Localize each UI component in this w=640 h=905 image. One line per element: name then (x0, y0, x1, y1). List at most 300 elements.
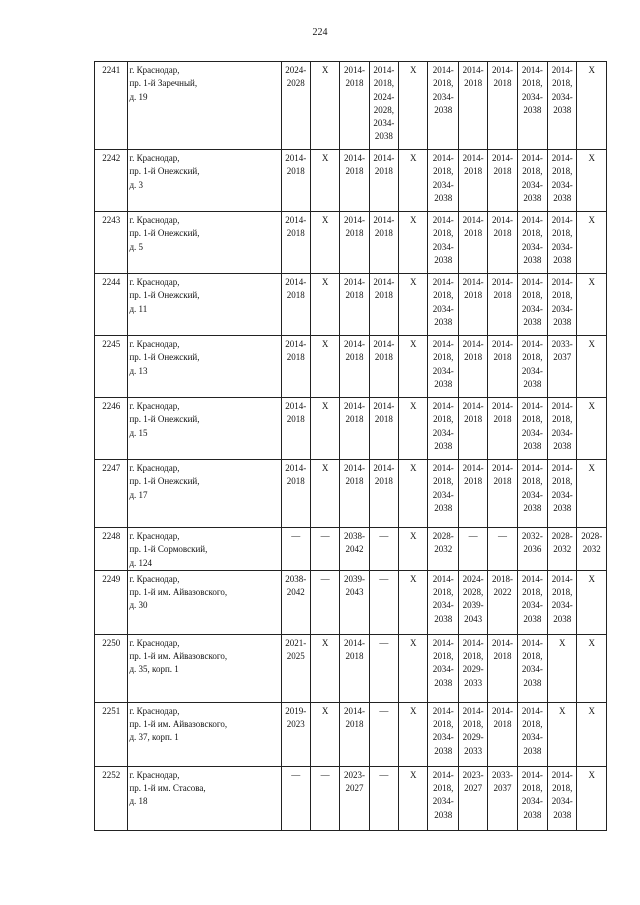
period-cell (517, 766, 547, 830)
period-cell (548, 528, 577, 571)
period-value: 2018 (345, 414, 364, 425)
period-cell (517, 336, 547, 398)
period-value: 2014- (462, 339, 484, 349)
period-cell (488, 528, 517, 571)
period-cell (399, 570, 428, 634)
table-row (95, 398, 607, 460)
period-value: 2014- (432, 573, 454, 584)
period-value: 2034- (373, 118, 395, 129)
period-value: 2018, (433, 166, 454, 177)
period-value: 2038 (553, 316, 572, 327)
period-cell (340, 212, 369, 274)
period-value: Х (588, 339, 595, 349)
period-value: 2038 (434, 378, 453, 389)
address-line: пр. 1-й Онежский, (129, 166, 200, 177)
row-number: 2249 (95, 570, 128, 634)
period-value: 2038 (434, 809, 453, 820)
period-cell (458, 274, 487, 336)
period-value: 2029- (462, 732, 484, 743)
period-cell (428, 766, 458, 830)
period-value: Х (410, 215, 417, 225)
period-value: 2034- (432, 427, 454, 438)
period-cell (458, 634, 487, 702)
period-value: 2018 (345, 651, 364, 662)
period-cell (458, 150, 487, 212)
period-value: 2038 (523, 502, 542, 513)
period-value: 2018 (493, 290, 512, 301)
period-value: Х (410, 573, 417, 584)
period-cell (340, 528, 369, 571)
period-value: 2014- (344, 277, 365, 287)
period-cell (577, 212, 607, 274)
period-value: Х (588, 215, 595, 225)
address-line: д. 35, корп. 1 (129, 664, 179, 675)
period-value: Х (410, 401, 417, 411)
period-value: 2025 (286, 651, 305, 662)
period-value: 2014- (491, 637, 513, 648)
address-line: д. 124 (129, 557, 153, 568)
period-value: 2036 (523, 544, 542, 555)
period-value: 2034- (432, 241, 454, 252)
address-cell (128, 570, 281, 634)
housing-repair-schedule-table (94, 61, 607, 831)
period-cell (577, 274, 607, 336)
period-value: — (468, 531, 478, 541)
period-value: 2014- (462, 153, 484, 163)
period-value: 2014- (285, 401, 307, 411)
period-value: Х (321, 401, 329, 411)
period-value: 2014- (491, 705, 513, 716)
period-value: 2018 (493, 651, 512, 662)
address-line: г. Краснодар, (129, 153, 180, 163)
table-row (95, 528, 607, 571)
period-value: 2014- (551, 215, 573, 225)
period-cell (458, 212, 487, 274)
period-cell (458, 570, 487, 634)
period-value: 2038 (434, 254, 453, 265)
period-value: 2014- (521, 215, 543, 225)
period-value: Х (321, 637, 329, 648)
period-cell (488, 634, 517, 702)
address-cell (128, 274, 281, 336)
address-line: д. 13 (129, 365, 148, 376)
period-cell (458, 460, 487, 528)
row-number: 2242 (95, 150, 128, 212)
period-value: Х (559, 637, 566, 648)
period-value: 2034- (521, 303, 543, 314)
period-value: 2038 (434, 613, 453, 624)
period-value: 2018, (433, 719, 454, 730)
period-cell (281, 398, 310, 460)
period-value: — (291, 769, 301, 780)
period-value: Х (410, 637, 417, 648)
address-line: д. 3 (129, 179, 144, 190)
period-value: Х (588, 463, 595, 473)
period-value: 2014- (373, 153, 395, 163)
period-cell (369, 702, 398, 766)
period-value: 2018 (374, 290, 393, 301)
period-value: Х (321, 215, 329, 225)
period-value: 2034- (521, 91, 543, 102)
address-line: г. Краснодар, (129, 637, 180, 648)
period-value: Х (321, 65, 329, 75)
period-cell (281, 528, 310, 571)
period-cell (310, 766, 339, 830)
period-cell (399, 62, 428, 150)
period-value: 2023- (344, 769, 365, 780)
address-line: пр. 1-й им. Стасова, (129, 783, 206, 794)
period-cell (548, 570, 577, 634)
period-value: 2018 (374, 228, 393, 239)
period-cell (517, 702, 547, 766)
period-value: 2034- (432, 600, 454, 611)
period-cell (310, 702, 339, 766)
period-cell (458, 336, 487, 398)
period-value: 2038 (523, 809, 542, 820)
period-value: 2014- (521, 339, 543, 349)
period-value: 2034- (432, 303, 454, 314)
period-value: 2018 (286, 414, 305, 425)
period-value: 2014- (462, 401, 484, 411)
address-line: пр. 1-й им. Айвазовского, (129, 587, 228, 598)
period-cell (488, 336, 517, 398)
period-value: 2028- (551, 531, 573, 541)
period-cell (458, 62, 487, 150)
period-value: 2018 (493, 352, 512, 363)
period-value: 2014- (462, 65, 484, 75)
period-cell (577, 150, 607, 212)
period-value: Х (410, 277, 417, 287)
address-cell (128, 634, 281, 702)
period-value: 2034- (551, 241, 573, 252)
period-value: 2014- (373, 401, 395, 411)
period-value: 2038- (285, 573, 307, 584)
period-value: 2018, (462, 651, 484, 662)
period-value: Х (410, 65, 417, 75)
period-cell (548, 460, 577, 528)
period-cell (488, 62, 517, 150)
period-value: 2014- (285, 339, 307, 349)
period-value: 2018 (374, 476, 393, 487)
period-value: 2034- (521, 732, 543, 743)
period-value: 2034- (551, 796, 573, 807)
period-value: 2014- (432, 705, 454, 716)
period-value: 2028- (432, 531, 454, 541)
period-value: Х (588, 573, 595, 584)
address-line: д. 5 (129, 241, 144, 252)
period-value: 2034- (521, 179, 543, 190)
period-value: 2034- (521, 664, 543, 675)
period-cell (488, 702, 517, 766)
period-value: Х (410, 153, 417, 163)
period-cell (548, 702, 577, 766)
table-row (95, 460, 607, 528)
period-value: 2037 (493, 783, 512, 794)
period-value: Х (588, 65, 595, 75)
period-value: 2018, (433, 651, 454, 662)
address-line: пр. 1-й им. Айвазовского, (129, 651, 228, 662)
period-value: 2043 (464, 613, 483, 624)
row-number: 2243 (95, 212, 128, 274)
period-cell (369, 570, 398, 634)
row-number: 2252 (95, 766, 128, 830)
period-value: 2014- (373, 215, 395, 225)
table-row (95, 150, 607, 212)
period-value: 2038 (523, 192, 542, 203)
period-value: 2014- (551, 573, 573, 584)
period-value: 2014- (432, 463, 454, 473)
period-value: 2018 (345, 228, 364, 239)
period-value: 2018 (464, 414, 483, 425)
period-cell (517, 212, 547, 274)
period-value: 2034- (521, 365, 543, 376)
address-line: д. 18 (129, 796, 148, 807)
period-value: 2034- (521, 241, 543, 252)
period-value: 2021- (285, 637, 307, 648)
period-value: 2038 (523, 316, 542, 327)
period-value: Х (410, 339, 417, 349)
period-value: 2034- (521, 600, 543, 611)
period-value: 2014- (344, 401, 365, 411)
period-value: 2037 (553, 352, 572, 363)
period-cell (548, 62, 577, 150)
period-cell (428, 702, 458, 766)
period-cell (310, 62, 339, 150)
period-value: Х (588, 769, 595, 780)
period-value: 2014- (462, 705, 484, 716)
address-line: г. Краснодар, (129, 65, 180, 75)
period-value: 2014- (491, 65, 513, 75)
period-cell (517, 150, 547, 212)
period-value: 2018 (286, 290, 305, 301)
address-cell (128, 212, 281, 274)
period-value: 2038 (523, 254, 542, 265)
period-cell (340, 398, 369, 460)
period-value: 2038 (434, 677, 453, 688)
period-value: 2028- (581, 531, 603, 541)
row-number: 2250 (95, 634, 128, 702)
period-value: 2024- (462, 573, 484, 584)
period-value: 2028, (462, 587, 484, 598)
period-value: 2018, (552, 228, 573, 239)
period-cell (548, 274, 577, 336)
period-value: 2034- (432, 732, 454, 743)
period-cell (399, 336, 428, 398)
period-value: 2034- (432, 365, 454, 376)
period-value: 2038 (553, 104, 572, 115)
period-value: 2034- (432, 91, 454, 102)
period-value: 2018, (522, 651, 543, 662)
address-line: пр. 1-й Заречный, (129, 78, 198, 89)
address-line: д. 19 (129, 91, 148, 102)
address-line: г. Краснодар, (129, 401, 180, 411)
period-value: 2039- (462, 600, 484, 611)
period-value: 2038 (523, 378, 542, 389)
period-value: 2018, (552, 476, 573, 487)
table-row (95, 212, 607, 274)
period-cell (458, 766, 487, 830)
period-cell (369, 212, 398, 274)
period-value: 2014- (344, 215, 365, 225)
period-value: 2018 (493, 228, 512, 239)
period-cell (517, 398, 547, 460)
period-cell (281, 570, 310, 634)
period-value: 2018 (345, 166, 364, 177)
period-value: 2018 (464, 476, 483, 487)
period-cell (488, 150, 517, 212)
period-value: 2014- (432, 637, 454, 648)
period-cell (428, 336, 458, 398)
period-cell (488, 766, 517, 830)
period-cell (577, 702, 607, 766)
period-value: 2014- (285, 463, 307, 473)
period-cell (428, 460, 458, 528)
period-value: 2014- (432, 339, 454, 349)
period-cell (369, 274, 398, 336)
period-value: 2018 (464, 166, 483, 177)
period-value: 2034- (551, 489, 573, 500)
period-value: 2018, (433, 290, 454, 301)
period-value: 2018 (493, 166, 512, 177)
period-value: Х (321, 705, 329, 716)
period-value: 2018 (464, 352, 483, 363)
period-value: — (379, 531, 389, 541)
period-value: 2018 (345, 476, 364, 487)
period-value: 2014- (462, 277, 484, 287)
period-value: 2018 (493, 719, 512, 730)
period-value: 2034- (551, 179, 573, 190)
period-value: 2018 (286, 352, 305, 363)
period-value: 2018, (373, 78, 395, 89)
period-cell (577, 634, 607, 702)
period-value: Х (410, 531, 417, 541)
period-cell (369, 634, 398, 702)
period-value: 2014- (491, 277, 513, 287)
period-value: 2018, (522, 290, 543, 301)
address-line: д. 15 (129, 427, 148, 438)
address-line: г. Краснодар, (129, 339, 180, 349)
address-cell (128, 336, 281, 398)
period-cell (340, 570, 369, 634)
period-value: 2022 (493, 587, 512, 598)
period-value: 2018 (286, 476, 305, 487)
period-cell (369, 766, 398, 830)
period-value: 2014- (521, 573, 543, 584)
period-value: 2018, (433, 783, 454, 794)
period-cell (428, 62, 458, 150)
period-value: 2014- (462, 637, 484, 648)
period-cell (548, 212, 577, 274)
period-cell (577, 62, 607, 150)
period-value: Х (559, 705, 566, 716)
table-row (95, 62, 607, 150)
period-value: 2018 (493, 476, 512, 487)
period-cell (458, 702, 487, 766)
period-cell (310, 336, 339, 398)
period-cell (340, 634, 369, 702)
address-line: г. Краснодар, (129, 463, 180, 473)
period-value: 2018, (522, 476, 543, 487)
period-value: 2034- (551, 303, 573, 314)
period-value: 2038 (434, 192, 453, 203)
period-cell (428, 634, 458, 702)
period-value: 2018, (462, 719, 484, 730)
page-number: 224 (312, 27, 328, 38)
period-value: — (320, 573, 330, 584)
period-cell (310, 528, 339, 571)
period-value: 2014- (462, 215, 484, 225)
period-value: 2034- (432, 179, 454, 190)
period-value: 2018, (433, 228, 454, 239)
period-cell (369, 150, 398, 212)
address-cell (128, 460, 281, 528)
period-cell (488, 460, 517, 528)
period-value: 2038 (553, 613, 572, 624)
period-value: 2038 (553, 502, 572, 513)
period-value: — (291, 531, 301, 541)
address-line: д. 11 (129, 303, 148, 314)
table-row (95, 766, 607, 830)
address-line: пр. 1-й Онежский, (129, 228, 200, 239)
period-cell (488, 274, 517, 336)
period-value: Х (410, 705, 417, 716)
address-line: пр. 1-й Сормовский, (129, 544, 208, 555)
period-value: 2018 (345, 290, 364, 301)
period-value: 2014- (521, 65, 543, 75)
period-cell (340, 150, 369, 212)
period-value: 2018 (464, 228, 483, 239)
period-cell (577, 570, 607, 634)
period-cell (369, 460, 398, 528)
period-cell (548, 766, 577, 830)
period-value: 2014- (551, 401, 573, 411)
period-value: 2018, (522, 352, 543, 363)
period-cell (458, 528, 487, 571)
period-cell (281, 274, 310, 336)
period-cell (517, 62, 547, 150)
period-value: 2023- (462, 769, 484, 780)
period-value: 2029- (462, 664, 484, 675)
period-cell (399, 150, 428, 212)
period-cell (281, 62, 310, 150)
period-value: 2038 (374, 131, 393, 142)
period-value: Х (588, 401, 595, 411)
period-value: 2038 (434, 502, 453, 513)
period-cell (310, 570, 339, 634)
period-value: 2038 (523, 613, 542, 624)
period-cell (577, 398, 607, 460)
period-value: 2018, (552, 290, 573, 301)
period-value: 2018 (374, 352, 393, 363)
period-cell (369, 336, 398, 398)
address-cell (128, 62, 281, 150)
period-cell (488, 398, 517, 460)
period-value: Х (588, 153, 595, 163)
period-value: 2028 (286, 78, 305, 89)
period-value: — (497, 531, 507, 541)
address-line: пр. 1-й Онежский, (129, 352, 200, 363)
period-value: 2014- (344, 705, 365, 716)
period-value: 2038 (523, 104, 542, 115)
period-value: 2033 (464, 745, 483, 756)
period-value: 2038 (523, 745, 542, 756)
period-value: Х (321, 153, 329, 163)
period-cell (310, 150, 339, 212)
period-value: 2014- (344, 153, 365, 163)
period-value: 2038 (553, 192, 572, 203)
period-value: 2032 (434, 544, 453, 555)
period-value: — (320, 769, 330, 780)
